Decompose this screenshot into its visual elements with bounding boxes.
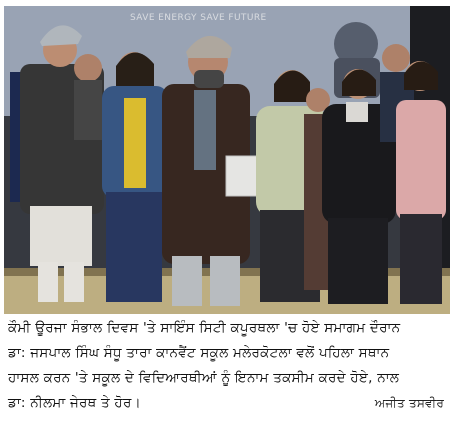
caption-line-1: ਕੌਮੀ ਊਰਜਾ ਸੰਭਾਲ ਦਿਵਸ 'ਤੇ ਸਾਇੰਸ ਸਿਟੀ ਕਪੂਰਥਲਾ 'ਚ ਹੋਏ ਸਮਾਗਮ ਦੌਰਾਨ — [8, 320, 401, 336]
caption-line-4: ਡਾ: ਨੀਲਮਾ ਜੇਰਥ ਤੇ ਹੋਰ। — [8, 395, 141, 411]
news-photo — [4, 6, 450, 314]
caption-last-row — [8, 391, 448, 416]
photo-caption — [8, 316, 448, 416]
caption-line-2: ਡਾ: ਜਸਪਾਲ ਸਿੰਘ ਸੰਧੂ ਤਾਰਾ ਕਾਨਵੈਂਟ ਸਕੂਲ ਮਲੇਰਕੋਟਲਾ ਵਲੋਂ ਪਹਿਲਾ ਸਥਾਨ — [8, 345, 390, 361]
photo-credit: ਅਜੀਤ ਤਸਵੀਰ — [374, 396, 444, 410]
banner-text: SAVE ENERGY SAVE FUTURE — [130, 13, 267, 23]
caption-line-3: ਹਾਸਲ ਕਰਨ 'ਤੇ ਸਕੂਲ ਦੇ ਵਿਦਿਆਰਥੀਆਂ ਨੂੰ ਇਨਾਮ ਤਕਸੀਮ ਕਰਦੇ ਹੋਏ, ਨਾਲ — [8, 370, 400, 386]
